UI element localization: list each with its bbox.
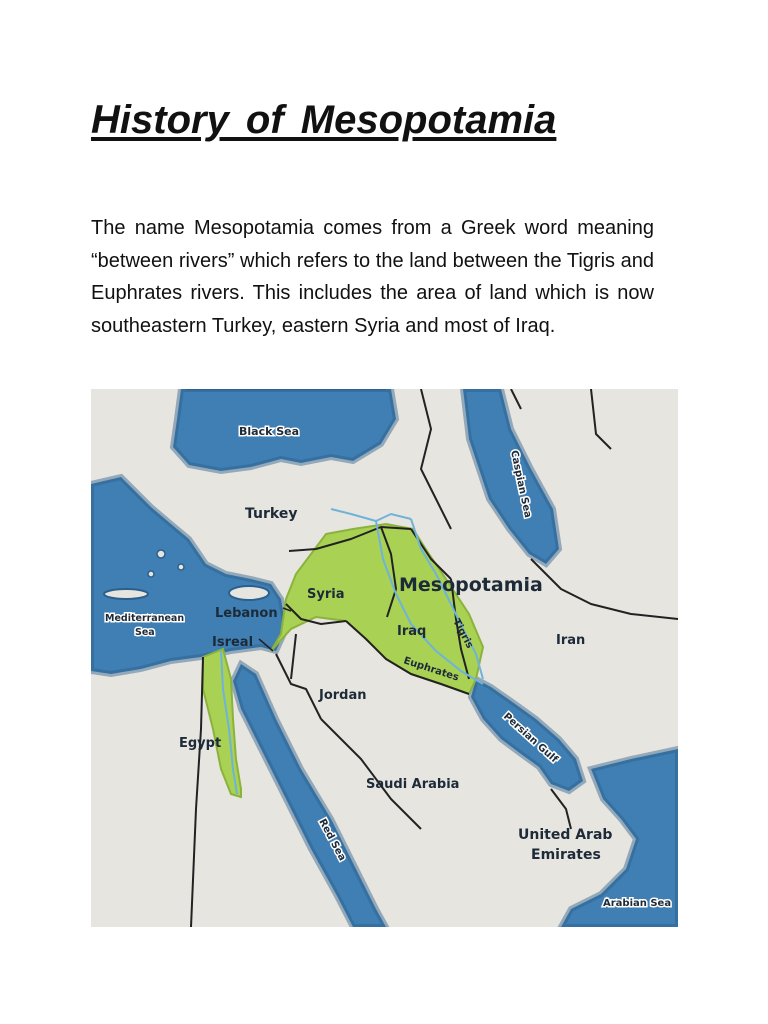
persian-gulf-label: Persian Gulf (500, 711, 560, 766)
uae-label-line2: Emirates (531, 847, 601, 863)
egypt-label: Egypt (179, 736, 222, 751)
tigris-label: Tigris (450, 617, 475, 651)
caspian-sea-label: Caspian Sea (508, 449, 534, 519)
arabian-sea-label: Arabian Sea (603, 898, 672, 909)
lebanon-label: Lebanon (215, 606, 278, 621)
red-sea-label: Red Sea (316, 817, 348, 863)
uae-label-line1: United Arab (518, 827, 613, 843)
mediterranean-sea-label-line1: Mediterranean (105, 613, 185, 624)
iran-label: Iran (556, 633, 586, 648)
jordan-label: Jordan (319, 688, 367, 703)
page-title: History of Mesopotamia (91, 98, 557, 142)
iraq-label: Iraq (397, 624, 427, 639)
mediterranean-sea-label-line2: Sea (135, 627, 155, 638)
israel-label: Isreal (212, 635, 254, 650)
turkey-label: Turkey (245, 506, 298, 522)
saudi-arabia-label: Saudi Arabia (366, 777, 460, 792)
euphrates-label: Euphrates (402, 655, 461, 684)
mesopotamia-map (91, 389, 678, 927)
black-sea-label: Black Sea (239, 425, 300, 438)
mesopotamia-label: Mesopotamia (399, 574, 543, 596)
intro-paragraph: The name Mesopotamia comes from a Greek word meaning “between rivers” which refers to the land between the Tigris and Euphrates rivers. This includes the area of land which is now southeastern Turkey, eastern Syria and most of Iraq. (91, 217, 654, 337)
syria-label: Syria (307, 587, 345, 602)
